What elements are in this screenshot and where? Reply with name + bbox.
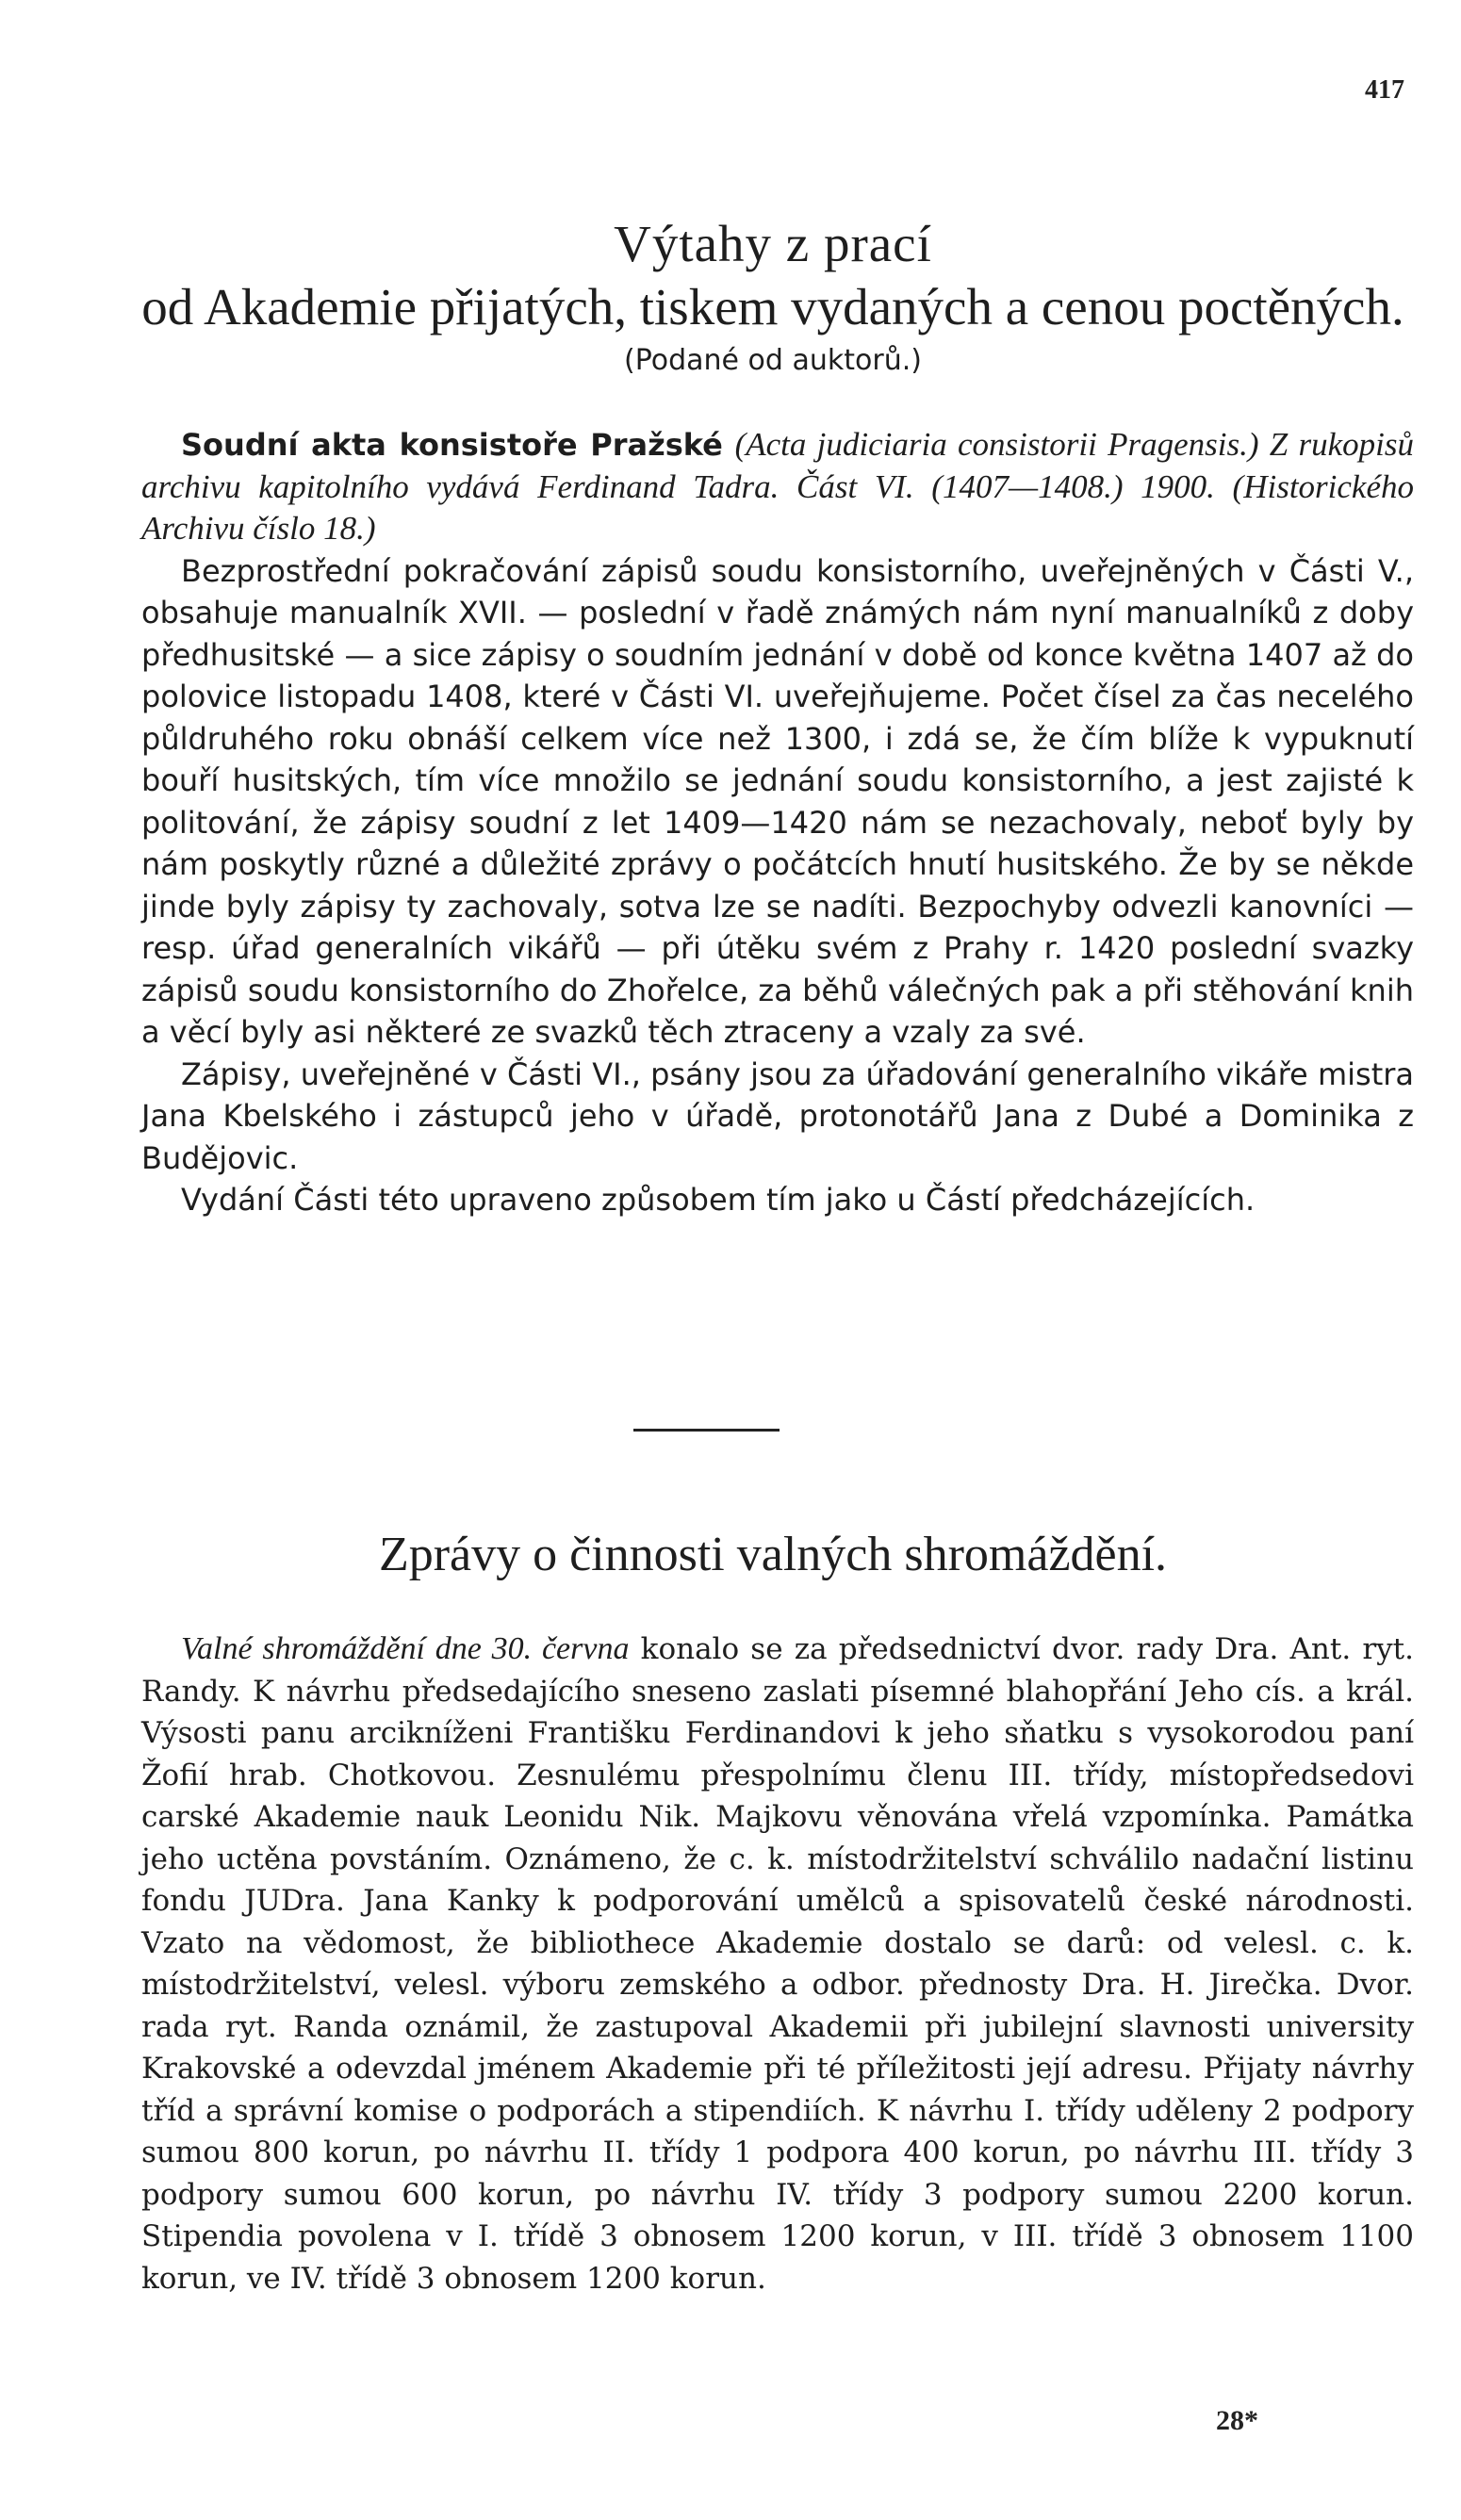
entry-title-italic: (Acta judiciaria consistorii Pragensis.) Z rukopisů archivu kapitolního vydává Ferdinand Tadra. Část VI. (1407—1408.) 1900. (Historického Archivu číslo 18.) (141, 426, 1415, 547)
entry-paragraph-2: Zápisy, uveřejněné v Části VI., psány jsou za úřadování generalního vikáře mistra Jana Kbelského i zástupců jeho v úřadě, protonotářů Jana z Dubé a Dominika z Budějovic. (141, 1055, 1414, 1176)
main-heading-line1: Výtahy z prací (614, 215, 932, 272)
page-number: 417 (1365, 75, 1404, 105)
section-heading: Zprávy o činnosti valných shromáždění. (378, 1528, 1168, 1581)
entry-valne-shromazdeni (141, 1628, 1414, 2299)
entry-title-bold: Soudní akta konsistoře Pražské (181, 427, 723, 463)
entry-paragraph-1: Bezprostřední pokračování zápisů soudu konsistorního, uveřejněných v Části V., obsahuje manualník XVII. — poslední v řadě známých nám nyní manualníků z doby předhusitské — a sice zápisy o soudním jednání v době od konce května 1407 až do polovice listopadu 1408, které v Části VI. uveřejňujeme. Počet čísel za čas necelého půldruhého roku obnáší celkem více než 1300, i zdá se, že čím blíže k vypuknutí bouří husitských, tím více množilo se jednání soudu konsistorního, a jest zajisté k politování, že zápisy soudní z let 1409—1420 nám se nezachovaly, neboť byly by nám poskytly různé a důležité zprávy o počátcích hnutí husitského. Že by se někde jinde byly zápisy ty zachovaly, sotva lze se nadíti. Bezpochyby odvezli kanovníci — resp. úřad generalních vikářů — při útěku svém z Prahy r. 1420 poslední svazky zápisů soudu konsistorního do Zhořelce, za běhů válečných pak a při stěhování knih a věcí byly asi některé ze svazků těch ztraceny a vzaly za své. (141, 552, 1414, 1050)
entry-paragraph-3: Vydání Části této upraveno způsobem tím jako u Částí předcházejících. (181, 1182, 1256, 1218)
main-heading (141, 212, 1404, 338)
entry-title (141, 424, 1414, 550)
meeting-paragraph (141, 1628, 1414, 2299)
signature-mark: 28* (1216, 2405, 1258, 2436)
meeting-text: konalo se za předsednictví dvor. rady Dra. Ant. ryt. Randy. K návrhu předsedajícího sneseno zaslati písemné blahopřání Jeho cís. a král. Výsosti panu arcikníženi Františku Ferdinandovi k jeho sňatku s vysokorodou paní Žofií hrab. Chotkovou. Zesnulému přespolnímu členu III. třídy, místopředsedovi carské Akademie nauk Leonidu Nik. Majkovu věnována vřelá vzpomínka. Památka jeho uctěna povstáním. Oznámeno, že c. k. místodržitelství schválilo nadační listinu fondu JUDra. Jana Kanky k podporování umělců a spisovatelů české národnosti. Vzato na vědomost, že bibliothece Akademie dostalo se darů: od velesl. c. k. místodržitelství, velesl. výboru zemského a odbor. přednosty Dra. H. Jirečka. Dvor. rada ryt. Randa oznámil, že zastupoval Akademii při jubilejní slavnosti university Krakovské a odevzdal jménem Akademie při té příležitosti její adresu. Přijaty návrhy tříd a správní komise o podporách a stipendiích. K návrhu I. třídy uděleny 2 podpory sumou 800 korun, po návrhu II. třídy 1 podpora 400 korun, po návrhu III. třídy 3 podpory sumou 600 korun, po návrhu IV. třídy 3 podpory sumou 2200 korun. Stipendia povolena v I. třídě 3 obnosem 1200 korun, v III. třídě 3 obnosem 1100 korun, ve IV. třídě 3 obnosem 1200 korun. (141, 1632, 1414, 2296)
entry-acta-judiciaria (141, 424, 1414, 1221)
subtitle: (Podané od auktorů.) (624, 344, 922, 377)
meeting-lead: Valné shromáždění dne 30. června (181, 1631, 630, 1666)
section-divider (633, 1429, 780, 1432)
main-heading-line2: od Akademie přijatých, tiskem vydaných a cenou poctěných. (141, 278, 1404, 336)
